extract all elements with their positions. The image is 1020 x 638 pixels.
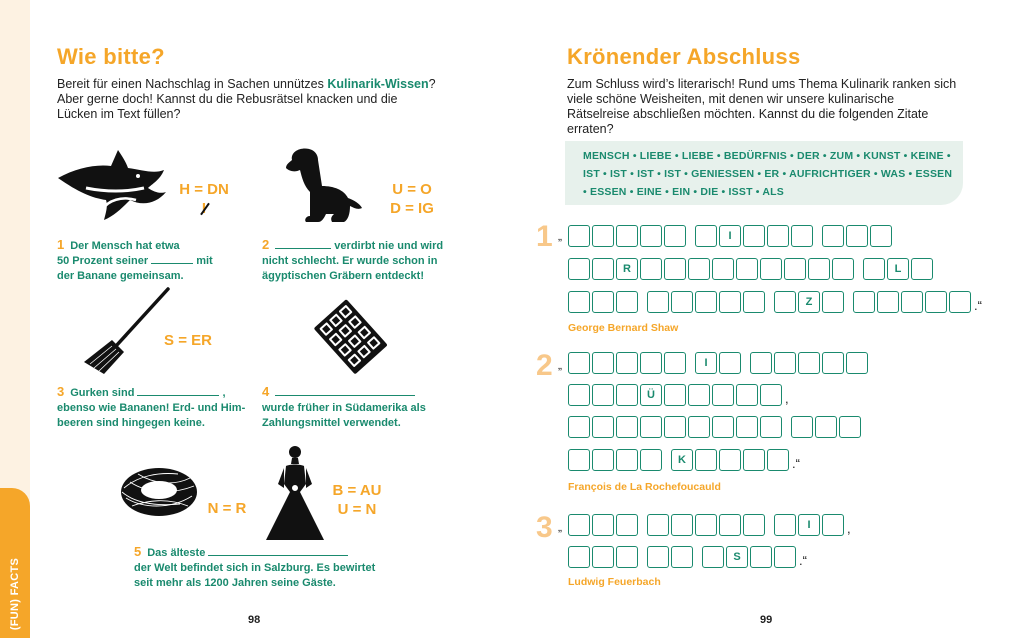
letter-cell[interactable]: [695, 449, 717, 471]
letter-cell[interactable]: [774, 514, 796, 536]
letter-cell[interactable]: [750, 352, 772, 374]
letter-cell[interactable]: [664, 352, 686, 374]
letter-cell[interactable]: [568, 514, 590, 536]
word-bank: [565, 141, 963, 205]
letter-cell[interactable]: [870, 225, 892, 247]
letter-cell[interactable]: [592, 416, 614, 438]
letter-cell[interactable]: [592, 291, 614, 313]
letter-cell[interactable]: [719, 449, 741, 471]
letter-cell[interactable]: [688, 258, 710, 280]
quote-close-1: .“: [974, 298, 982, 313]
shark-icon: [56, 148, 168, 228]
word-cells: [568, 384, 782, 406]
rebus-2: U = O D = IG: [390, 181, 434, 217]
letter-cell[interactable]: [743, 514, 765, 536]
letter-cell[interactable]: [568, 352, 590, 374]
rebus-5: B = AU U = N: [332, 482, 382, 518]
word-cells: [791, 416, 861, 438]
word-cells: [568, 352, 686, 374]
quote-3-row-1: [568, 514, 851, 536]
quote-comma-2: ,: [785, 391, 789, 406]
riddle-2: 2 verdirbt nie und wird nicht schlecht. Er wurde schon in ägyptischen Gräbern entdeckt!: [262, 237, 444, 282]
letter-cell[interactable]: [640, 416, 662, 438]
bride-icon: [264, 444, 326, 542]
letter-cell[interactable]: [760, 258, 782, 280]
word-cells: [568, 225, 686, 247]
letter-cell[interactable]: [901, 291, 923, 313]
riddle-4: 4 wurde früher in Südamerika als Zahlungsmittel verwendet.: [262, 384, 426, 429]
quote-number-2: 2: [536, 349, 553, 382]
letter-cell[interactable]: R: [616, 258, 638, 280]
letter-cell[interactable]: [774, 352, 796, 374]
letter-cell[interactable]: [568, 225, 590, 247]
letter-cell[interactable]: [671, 546, 693, 568]
letter-cell[interactable]: [640, 258, 662, 280]
letter-cell[interactable]: [647, 514, 669, 536]
letter-cell[interactable]: [616, 546, 638, 568]
fill-in-blank[interactable]: [208, 555, 348, 556]
word-cells: [647, 514, 765, 536]
letter-cell[interactable]: [664, 384, 686, 406]
letter-cell[interactable]: [568, 291, 590, 313]
letter-cell[interactable]: [822, 352, 844, 374]
letter-cell[interactable]: [712, 384, 734, 406]
word-cells: [647, 291, 765, 313]
letter-cell[interactable]: [774, 546, 796, 568]
letter-cell[interactable]: [822, 291, 844, 313]
letter-cell[interactable]: [568, 449, 590, 471]
letter-cell[interactable]: [568, 384, 590, 406]
word-cells: [568, 514, 638, 536]
letter-cell[interactable]: [640, 225, 662, 247]
letter-cell[interactable]: [750, 546, 772, 568]
letter-cell[interactable]: [743, 291, 765, 313]
word-cells: [853, 291, 971, 313]
letter-cell[interactable]: [815, 416, 837, 438]
letter-cell[interactable]: [911, 258, 933, 280]
letter-cell[interactable]: [695, 291, 717, 313]
fill-in-blank[interactable]: [275, 395, 415, 396]
page-title-right: Krönender Abschluss: [567, 44, 801, 69]
letter-cell[interactable]: [853, 291, 875, 313]
letter-cell[interactable]: [640, 449, 662, 471]
fill-in-blank[interactable]: [151, 263, 193, 264]
letter-cell[interactable]: [592, 352, 614, 374]
letter-cell[interactable]: [568, 416, 590, 438]
page-title-left: Wie bitte?: [57, 44, 165, 69]
word-cells: [568, 449, 662, 471]
letter-cell[interactable]: [664, 225, 686, 247]
letter-cell[interactable]: [767, 225, 789, 247]
letter-cell[interactable]: K: [671, 449, 693, 471]
letter-cell[interactable]: [736, 258, 758, 280]
letter-cell[interactable]: [616, 514, 638, 536]
letter-cell[interactable]: [592, 225, 614, 247]
word-cells: [695, 352, 741, 374]
rebus-3: S = ER: [164, 332, 212, 349]
letter-cell[interactable]: [616, 225, 638, 247]
letter-cell[interactable]: [743, 225, 765, 247]
page-number-left: 98: [248, 614, 261, 626]
letter-cell[interactable]: [695, 514, 717, 536]
letter-cell[interactable]: [719, 352, 741, 374]
letter-cell[interactable]: [760, 416, 782, 438]
letter-cell[interactable]: [949, 291, 971, 313]
word-cells: [568, 546, 638, 568]
letter-cell[interactable]: [695, 225, 717, 247]
quote-number-1: 1: [536, 220, 553, 253]
letter-cell[interactable]: [736, 384, 758, 406]
letter-cell[interactable]: [798, 352, 820, 374]
word-cells: [568, 258, 854, 280]
quote-2-row-1: [568, 352, 868, 374]
letter-cell[interactable]: [647, 291, 669, 313]
letter-cell[interactable]: [736, 416, 758, 438]
page-number-right: 99: [760, 614, 773, 626]
word-bank-text: MENSCH • LIEBE • LIEBE • BEDÜRFNIS • DER • ZUM • KUNST • KEINE • IST • IST • IST • IST • GENIESSEN • ER • AUFRICHTIGER • WAS • ESSEN • ESSEN • EINE • EIN • DIE • ISST • ALS: [583, 150, 953, 198]
quote-close-3: .“: [799, 553, 807, 568]
quote-open-2: „: [558, 358, 562, 372]
letter-cell[interactable]: Z: [798, 291, 820, 313]
letter-cell[interactable]: [743, 449, 765, 471]
quote-number-3: 3: [536, 511, 553, 544]
letter-cell[interactable]: [877, 291, 899, 313]
rebus-4: N = R: [207, 500, 247, 517]
sidebar-label: (FUN) FACTS: [9, 557, 21, 631]
quote-open-1: „: [558, 229, 562, 243]
letter-cell[interactable]: Ü: [640, 384, 662, 406]
letter-cell[interactable]: [671, 514, 693, 536]
word-cells: [774, 291, 844, 313]
letter-cell[interactable]: [791, 416, 813, 438]
quote-2-row-2: [568, 384, 789, 406]
letter-cell[interactable]: [719, 514, 741, 536]
letter-cell[interactable]: [647, 546, 669, 568]
rebus-1: H = DN: [172, 180, 236, 218]
word-cells: [647, 546, 693, 568]
quote-1-row-2: [568, 258, 933, 280]
riddle-1: 1 Der Mensch hat etwa 50 Prozent seiner mit der Banane gemeinsam.: [57, 237, 213, 282]
letter-cell[interactable]: L: [887, 258, 909, 280]
letter-cell[interactable]: I: [695, 352, 717, 374]
letter-cell[interactable]: [616, 449, 638, 471]
letter-cell[interactable]: [719, 291, 741, 313]
quote-1-row-3: [568, 291, 982, 313]
nest-icon: [118, 464, 200, 520]
letter-cell[interactable]: I: [719, 225, 741, 247]
letter-cell[interactable]: [760, 384, 782, 406]
letter-cell[interactable]: [592, 546, 614, 568]
author-3: Ludwig Feuerbach: [568, 576, 661, 588]
letter-cell[interactable]: [616, 291, 638, 313]
letter-cell[interactable]: [568, 258, 590, 280]
quote-1-row-1: [568, 225, 892, 247]
letter-cell[interactable]: [671, 291, 693, 313]
fill-in-blank[interactable]: [275, 248, 331, 249]
letter-cell[interactable]: [592, 514, 614, 536]
quote-comma-3: ,: [847, 521, 851, 536]
word-cells: [695, 225, 813, 247]
letter-cell[interactable]: [774, 291, 796, 313]
quote-open-3: „: [558, 520, 562, 534]
word-cells: [568, 416, 782, 438]
word-cells: [822, 225, 892, 247]
letter-cell[interactable]: [568, 546, 590, 568]
letter-cell[interactable]: S: [726, 546, 748, 568]
letter-cell[interactable]: [839, 416, 861, 438]
letter-cell[interactable]: [784, 258, 806, 280]
letter-cell[interactable]: [616, 352, 638, 374]
letter-cell[interactable]: [925, 291, 947, 313]
letter-cell[interactable]: [702, 546, 724, 568]
letter-cell[interactable]: [846, 225, 868, 247]
letter-cell[interactable]: [822, 514, 844, 536]
fill-in-blank[interactable]: [137, 395, 219, 396]
letter-cell[interactable]: [822, 225, 844, 247]
word-cells: [774, 514, 844, 536]
quote-2-row-4: [568, 449, 800, 471]
intro-left: Bereit für einen Nachschlag in Sachen unnützes Kulinarik-Wissen? Aber gerne doch! Kannst du die Rebusrätsel knacken und die Lücken im Text füllen?: [57, 77, 436, 121]
letter-cell[interactable]: [791, 225, 813, 247]
letter-cell[interactable]: [688, 416, 710, 438]
riddle-3: 3 Gurken sind , ebenso wie Bananen! Erd- und Him- beeren sind hingegen keine.: [57, 384, 246, 429]
letter-cell[interactable]: [688, 384, 710, 406]
letter-cell[interactable]: [616, 384, 638, 406]
letter-cell[interactable]: [863, 258, 885, 280]
letter-cell[interactable]: [664, 416, 686, 438]
letter-cell[interactable]: [640, 352, 662, 374]
quote-2-row-3: [568, 416, 861, 438]
word-cells: [671, 449, 789, 471]
letter-cell[interactable]: [767, 449, 789, 471]
word-cells: [702, 546, 796, 568]
word-cells: [863, 258, 933, 280]
letter-cell[interactable]: [846, 352, 868, 374]
intro-right: Zum Schluss wird’s literarisch! Rund ums Thema Kulinarik ranken sich viele schöne Weisheiten, mit denen wir unsere kulinarische Rätselreise abschließen möchten. Kannst du die folgenden Zitate erraten?: [567, 77, 957, 136]
chocolate-icon: [312, 298, 388, 374]
letter-cell[interactable]: [712, 416, 734, 438]
quote-3-row-2: [568, 546, 807, 568]
quote-close-2: .“: [792, 456, 800, 471]
author-2: François de La Rochefoucauld: [568, 481, 721, 493]
letter-cell[interactable]: [712, 258, 734, 280]
word-cells: [750, 352, 868, 374]
riddle-5: 5 Das älteste der Welt befindet sich in Salzburg. Es bewirtet seit mehr als 1200 Jahren seine Gäste.: [134, 544, 376, 589]
letter-cell[interactable]: [592, 449, 614, 471]
letter-cell[interactable]: [592, 384, 614, 406]
letter-cell[interactable]: [808, 258, 830, 280]
dog-icon: [282, 146, 364, 226]
author-1: George Bernard Shaw: [568, 322, 679, 334]
word-cells: [568, 291, 638, 313]
letter-cell[interactable]: I: [798, 514, 820, 536]
letter-cell[interactable]: [832, 258, 854, 280]
letter-cell[interactable]: [616, 416, 638, 438]
letter-cell[interactable]: [664, 258, 686, 280]
letter-cell[interactable]: [592, 258, 614, 280]
